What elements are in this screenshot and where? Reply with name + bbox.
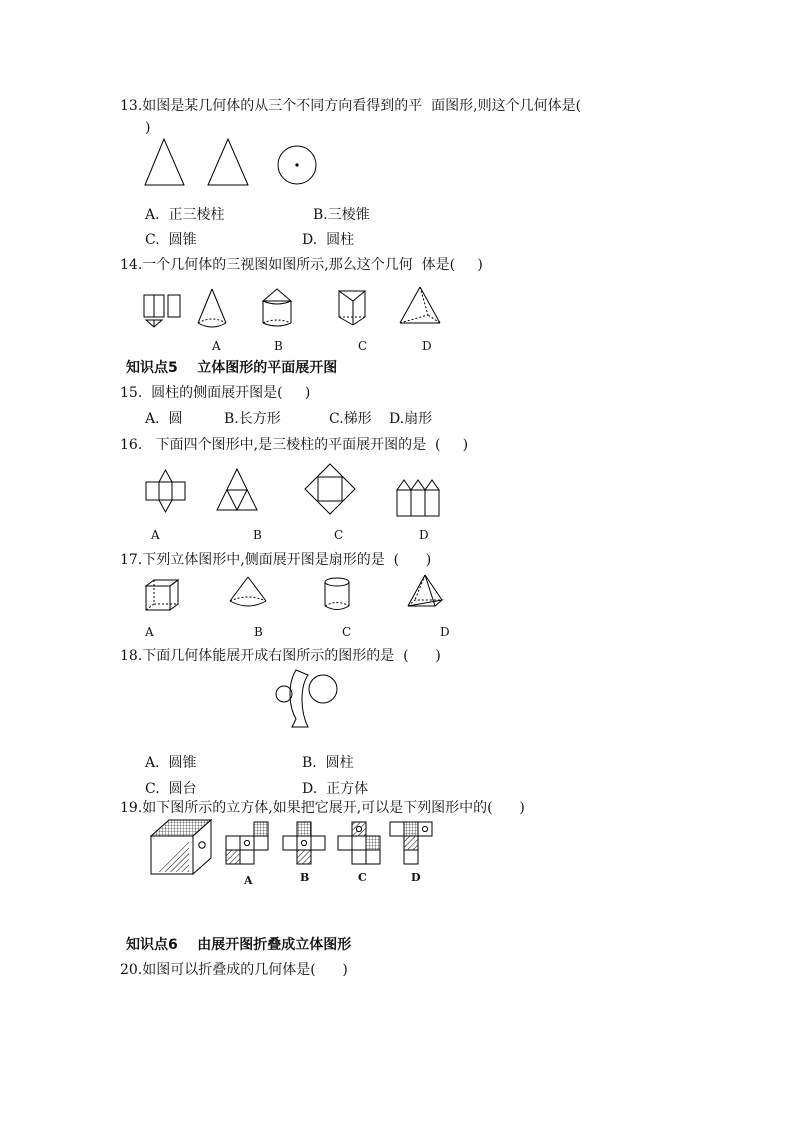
q18-option-a: A. 圆锥 — [145, 755, 197, 771]
q15-option-b: B.长方形 — [224, 411, 281, 427]
q13-stem-line1: 13.如图是某几何体的从三个不同方向看得到的平 面图形,则这个几何体是( — [120, 98, 582, 114]
q19-label-c: C — [358, 871, 367, 884]
q17-label-a: A — [145, 625, 154, 639]
q16-label-b: B — [253, 528, 262, 542]
q14-label-b: B — [274, 339, 283, 353]
q16-option-b-net — [214, 466, 260, 514]
q15-option-d: D.扇形 — [389, 411, 433, 427]
q14-option-d-pyramid — [396, 285, 446, 331]
q18-lateral-band — [290, 670, 308, 727]
q17-option-c-cylinder — [320, 574, 356, 614]
q13-option-a: A. 正三棱柱 — [145, 207, 225, 223]
q13-option-c: C. 圆锥 — [145, 232, 197, 248]
q20-stem: 20.如图可以折叠成的几何体是( ) — [120, 962, 348, 978]
q13-side-view-triangle — [208, 139, 248, 185]
section-6-heading: 知识点6 由展开图折叠成立体图形 — [126, 937, 352, 953]
q19-stem: 19.如下图所示的立方体,如果把它展开,可以是下列图形中的( ) — [120, 800, 525, 816]
q18-net-figure — [270, 667, 342, 735]
q17-option-b-cone — [226, 575, 272, 611]
q16-label-c: C — [334, 528, 344, 542]
q16-label-a: A — [151, 528, 160, 542]
q14-stem: 14.一个几何体的三视图如图所示,那么这个几何 体是( ) — [120, 257, 483, 273]
q19-option-c-net — [336, 818, 386, 868]
q19-option-d-net — [388, 818, 438, 868]
q13-option-b: B.三棱锥 — [313, 207, 370, 223]
q14-option-c-prism — [335, 287, 377, 331]
q18-option-d: D. 正方体 — [302, 781, 369, 797]
q13-front-view-triangle — [145, 139, 184, 185]
q14-option-b-cylinder-cone — [259, 287, 301, 331]
q13-top-view-center-dot — [295, 163, 298, 166]
q18-option-c: C. 圆台 — [145, 781, 197, 797]
q18-large-circle — [309, 675, 337, 703]
q19-label-b: B — [300, 871, 310, 884]
q13-option-d: D. 圆柱 — [302, 232, 355, 248]
q17-label-c: C — [342, 625, 352, 639]
q15-option-c: C.梯形 — [329, 411, 372, 427]
q19-label-a: A — [244, 874, 253, 887]
q16-option-a-net — [143, 467, 188, 515]
q14-label-d: D — [422, 339, 432, 353]
q16-option-d-net — [394, 476, 442, 518]
q17-label-b: B — [254, 625, 263, 639]
q16-label-d: D — [419, 528, 429, 542]
q19-cube-figure — [147, 816, 219, 878]
q16-stem: 16. 下面四个图形中,是三棱柱的平面展开图的是 ( ) — [120, 437, 469, 453]
q15-option-a: A. 圆 — [145, 411, 183, 427]
q14-label-c: C — [358, 339, 368, 353]
q17-option-d-pyramid — [405, 572, 445, 612]
section-5-heading: 知识点5 立体图形的平面展开图 — [126, 360, 338, 376]
q17-label-d: D — [440, 625, 450, 639]
q17-stem: 17.下列立体图形中,侧面展开图是扇形的是 ( ) — [120, 552, 432, 568]
q18-option-b: B. 圆柱 — [302, 755, 354, 771]
q13-stem-line2: ) — [145, 120, 151, 136]
q15-stem: 15. 圆柱的侧面展开图是( ) — [120, 385, 311, 401]
q14-three-view-figure — [143, 294, 183, 330]
q18-stem: 18.下面几何体能展开成右图所示的图形的是 ( ) — [120, 648, 441, 664]
q19-label-d: D — [411, 871, 421, 884]
q19-option-b-net — [280, 818, 330, 868]
q13-figures — [140, 135, 330, 190]
q14-label-a: A — [212, 339, 221, 353]
q14-option-a-cone — [194, 287, 236, 331]
q17-option-a-cube — [143, 577, 183, 613]
q19-option-a-net — [224, 818, 274, 868]
q16-option-c-net — [302, 461, 358, 519]
